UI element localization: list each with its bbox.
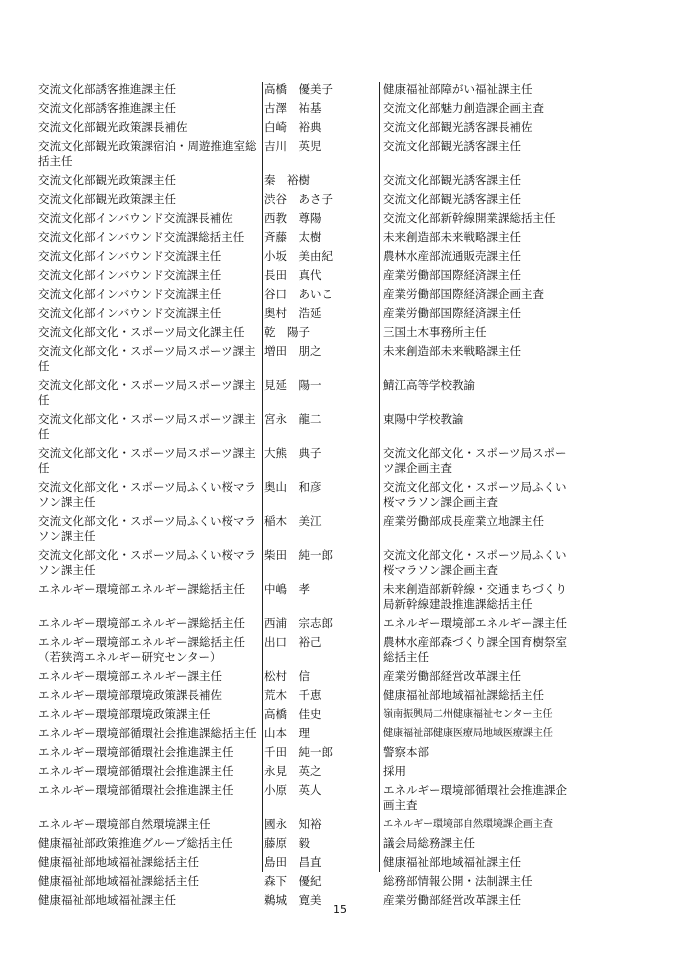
new-post-cell: 健康福祉部政策推進グループ総括主任 [38, 836, 233, 850]
previous-post-cell: 三国土木事務所主任 [383, 325, 487, 339]
new-post-cell: 交流文化部文化・スポーツ局スポーツ課主任 [38, 378, 256, 407]
table-row [38, 855, 573, 874]
name-cell: 乾 陽子 [264, 325, 310, 339]
new-post-cell: 交流文化部文化・スポーツ局スポーツ課主任 [38, 344, 256, 373]
previous-post-cell: 未来創造部未来戦略課主任 [383, 230, 521, 244]
new-post-cell: 交流文化部文化・スポーツ局ふくい桜マラソン課主任 [38, 514, 257, 543]
table-row [38, 211, 573, 230]
name-cell: 吉川 英児 [264, 139, 322, 153]
table-row [38, 378, 573, 412]
table-row [38, 582, 573, 616]
table-row [38, 192, 573, 211]
new-post-cell: 交流文化部誘客推進課主任 [38, 101, 176, 115]
new-post-cell: 交流文化部文化・スポーツ局スポーツ課主任 [38, 412, 256, 441]
table-row [38, 306, 573, 325]
previous-post-cell: 農林水産部流通販売課主任 [383, 249, 521, 263]
table-row [38, 173, 573, 192]
previous-post-cell: 産業労働部経営改革課主任 [383, 893, 521, 907]
previous-post-cell: 交流文化部魅力創造課企画主査 [383, 101, 544, 115]
previous-post-cell: 交流文化部観光誘客課主任 [383, 192, 521, 206]
personnel-table [38, 82, 573, 912]
name-cell: 千田 純一郎 [264, 745, 333, 759]
new-post-cell: エネルギー環境部エネルギー課主任 [38, 669, 222, 683]
previous-post-cell: 未来創造部未来戦略課主任 [383, 344, 521, 358]
previous-post-cell: 健康福祉部障がい福祉課主任 [383, 82, 533, 96]
table-row [38, 874, 573, 893]
name-cell: 森下 優紀 [264, 874, 322, 888]
name-cell: 山本 理 [264, 726, 310, 740]
name-cell: 古澤 祐基 [264, 101, 322, 115]
table-row [38, 480, 573, 514]
name-cell: 増田 朋之 [264, 344, 322, 358]
name-cell: 荒木 千恵 [264, 688, 322, 702]
table-row [38, 249, 573, 268]
new-post-cell: 交流文化部観光政策課宿泊・周遊推進室総括主任 [38, 139, 257, 168]
new-post-cell: エネルギー環境部環境政策課主任 [38, 707, 211, 721]
previous-post-cell: エネルギー環境部循環社会推進課企画主査 [383, 783, 567, 812]
previous-post-cell: 健康福祉部地域福祉課主任 [383, 855, 521, 869]
previous-post-cell: 交流文化部文化・スポーツ局ふくい桜マラソン課企画主査 [383, 548, 567, 577]
new-post-cell: 交流文化部インバウンド交流課主任 [38, 306, 222, 320]
name-cell: 永見 英之 [264, 764, 322, 778]
table-row [38, 688, 573, 707]
table-row [38, 287, 573, 306]
name-cell: 出口 裕己 [264, 635, 322, 649]
previous-post-cell: 産業労働部国際経済課主任 [383, 306, 521, 320]
previous-post-cell: エネルギー環境部エネルギー課主任 [383, 616, 567, 630]
previous-post-cell: 交流文化部文化・スポーツ局ふくい桜マラソン課企画主査 [383, 480, 567, 509]
name-cell: 白崎 裕典 [264, 120, 322, 134]
previous-post-cell: 総務部情報公開・法制課主任 [383, 874, 533, 888]
name-cell: 宮永 龍二 [264, 412, 322, 426]
table-row [38, 836, 573, 855]
new-post-cell: 交流文化部文化・スポーツ局ふくい桜マラソン課主任 [38, 548, 257, 577]
new-post-cell: 交流文化部インバウンド交流課主任 [38, 287, 222, 301]
new-post-cell: 交流文化部文化・スポーツ局文化課主任 [38, 325, 245, 339]
new-post-cell: 交流文化部インバウンド交流課長補佐 [38, 211, 233, 225]
name-cell: 奥山 和彦 [264, 480, 322, 494]
table-row [38, 82, 573, 101]
table-row [38, 268, 573, 287]
previous-post-cell: 未来創造部新幹線・交通まちづくり局新幹線建設推進課総括主任 [383, 582, 567, 611]
previous-post-cell: 健康福祉部健康医療局地域医療課主任 [383, 728, 553, 739]
new-post-cell: エネルギー環境部循環社会推進課主任 [38, 745, 234, 759]
name-cell: 國永 知裕 [264, 817, 322, 831]
new-post-cell: 交流文化部インバウンド交流課総括主任 [38, 230, 245, 244]
name-cell: 島田 昌直 [264, 855, 322, 869]
table-row [38, 412, 573, 446]
table-row [38, 139, 573, 173]
new-post-cell: 交流文化部観光政策課主任 [38, 173, 176, 187]
table-row [38, 635, 573, 669]
previous-post-cell: エネルギー環境部自然環境課企画主査 [383, 819, 553, 830]
table-row [38, 726, 573, 745]
previous-post-cell: 産業労働部経営改革課主任 [383, 669, 521, 683]
name-cell: 稲木 美江 [264, 514, 322, 528]
previous-post-cell: 嶺南振興局二州健康福祉センター主任 [383, 709, 553, 720]
name-cell: 柴田 純一郎 [264, 548, 333, 562]
name-cell: 高橋 佳史 [264, 707, 322, 721]
new-post-cell: 健康福祉部地域福祉課主任 [38, 893, 176, 907]
table-row [38, 669, 573, 688]
new-post-cell: エネルギー環境部循環社会推進課総括主任 [38, 726, 257, 740]
table-row [38, 616, 573, 635]
table-row [38, 548, 573, 582]
table-row [38, 230, 573, 249]
new-post-cell: 交流文化部誘客推進課主任 [38, 82, 176, 96]
new-post-cell: 健康福祉部地域福祉課総括主任 [38, 855, 199, 869]
new-post-cell: エネルギー環境部自然環境課主任 [38, 817, 211, 831]
table-row [38, 344, 573, 378]
name-cell: 渋谷 あさ子 [264, 192, 333, 206]
name-cell: 奥村 浩延 [264, 306, 322, 320]
new-post-cell: 交流文化部文化・スポーツ局ふくい桜マラソン課主任 [38, 480, 257, 509]
previous-post-cell: 健康福祉部地域福祉課総括主任 [383, 688, 544, 702]
name-cell: 松村 信 [264, 669, 310, 683]
table-row [38, 764, 573, 783]
previous-post-cell: 交流文化部観光誘客課長補佐 [383, 120, 533, 134]
table-row [38, 120, 573, 139]
page-number: 15 [333, 903, 347, 916]
name-cell: 西浦 宗志郎 [264, 616, 333, 630]
table-row [38, 817, 573, 836]
new-post-cell: エネルギー環境部環境政策課長補佐 [38, 688, 222, 702]
table-row [38, 707, 573, 726]
table-row [38, 745, 573, 764]
name-cell: 高橋 優美子 [264, 82, 333, 96]
name-cell: 小原 英人 [264, 783, 322, 797]
name-cell: 鵜城 寛美 [264, 893, 322, 907]
new-post-cell: 交流文化部インバウンド交流課主任 [38, 249, 222, 263]
new-post-cell: 交流文化部文化・スポーツ局スポーツ課主任 [38, 446, 256, 475]
table-row [38, 514, 573, 548]
name-cell: 大熊 典子 [264, 446, 322, 460]
previous-post-cell: 産業労働部国際経済課主任 [383, 268, 521, 282]
new-post-cell: エネルギー環境部エネルギー課総括主任 [38, 616, 245, 630]
previous-post-cell: 交流文化部文化・スポーツ局スポーツ課企画主査 [383, 446, 567, 475]
table-row [38, 446, 573, 480]
previous-post-cell: 交流文化部観光誘客課主任 [383, 139, 521, 153]
previous-post-cell: 産業労働部成長産業立地課主任 [383, 514, 544, 528]
new-post-cell: エネルギー環境部エネルギー課総括主任 [38, 582, 245, 596]
previous-post-cell: 交流文化部新幹線開業課総括主任 [383, 211, 556, 225]
name-cell: 秦 裕樹 [264, 173, 310, 187]
new-post-cell: エネルギー環境部循環社会推進課主任 [38, 764, 234, 778]
previous-post-cell: 農林水産部森づくり課全国育樹祭室総括主任 [383, 635, 567, 664]
name-cell: 長田 真代 [264, 268, 322, 282]
new-post-cell: エネルギー環境部エネルギー課総括主任（若狭湾エネルギー研究センター） [38, 635, 245, 664]
name-cell: 小坂 美由紀 [264, 249, 333, 263]
previous-post-cell: 東陽中学校教諭 [383, 412, 464, 426]
name-cell: 谷口 あいこ [264, 287, 333, 301]
name-cell: 見延 陽一 [264, 378, 322, 392]
new-post-cell: 健康福祉部地域福祉課総括主任 [38, 874, 199, 888]
name-cell: 西教 尊陽 [264, 211, 322, 225]
name-cell: 藤原 毅 [264, 836, 310, 850]
new-post-cell: エネルギー環境部循環社会推進課主任 [38, 783, 234, 797]
new-post-cell: 交流文化部観光政策課長補佐 [38, 120, 188, 134]
name-cell: 斉藤 太樹 [264, 230, 322, 244]
table-row [38, 783, 573, 817]
previous-post-cell: 交流文化部観光誘客課主任 [383, 173, 521, 187]
new-post-cell: 交流文化部インバウンド交流課主任 [38, 268, 222, 282]
previous-post-cell: 鯖江高等学校教諭 [383, 378, 475, 392]
previous-post-cell: 採用 [383, 764, 406, 778]
new-post-cell: 交流文化部観光政策課主任 [38, 192, 176, 206]
name-cell: 中嶋 孝 [264, 582, 310, 596]
previous-post-cell: 警察本部 [383, 745, 429, 759]
previous-post-cell: 産業労働部国際経済課企画主査 [383, 287, 544, 301]
table-row [38, 101, 573, 120]
previous-post-cell: 議会局総務課主任 [383, 836, 475, 850]
table-row [38, 325, 573, 344]
